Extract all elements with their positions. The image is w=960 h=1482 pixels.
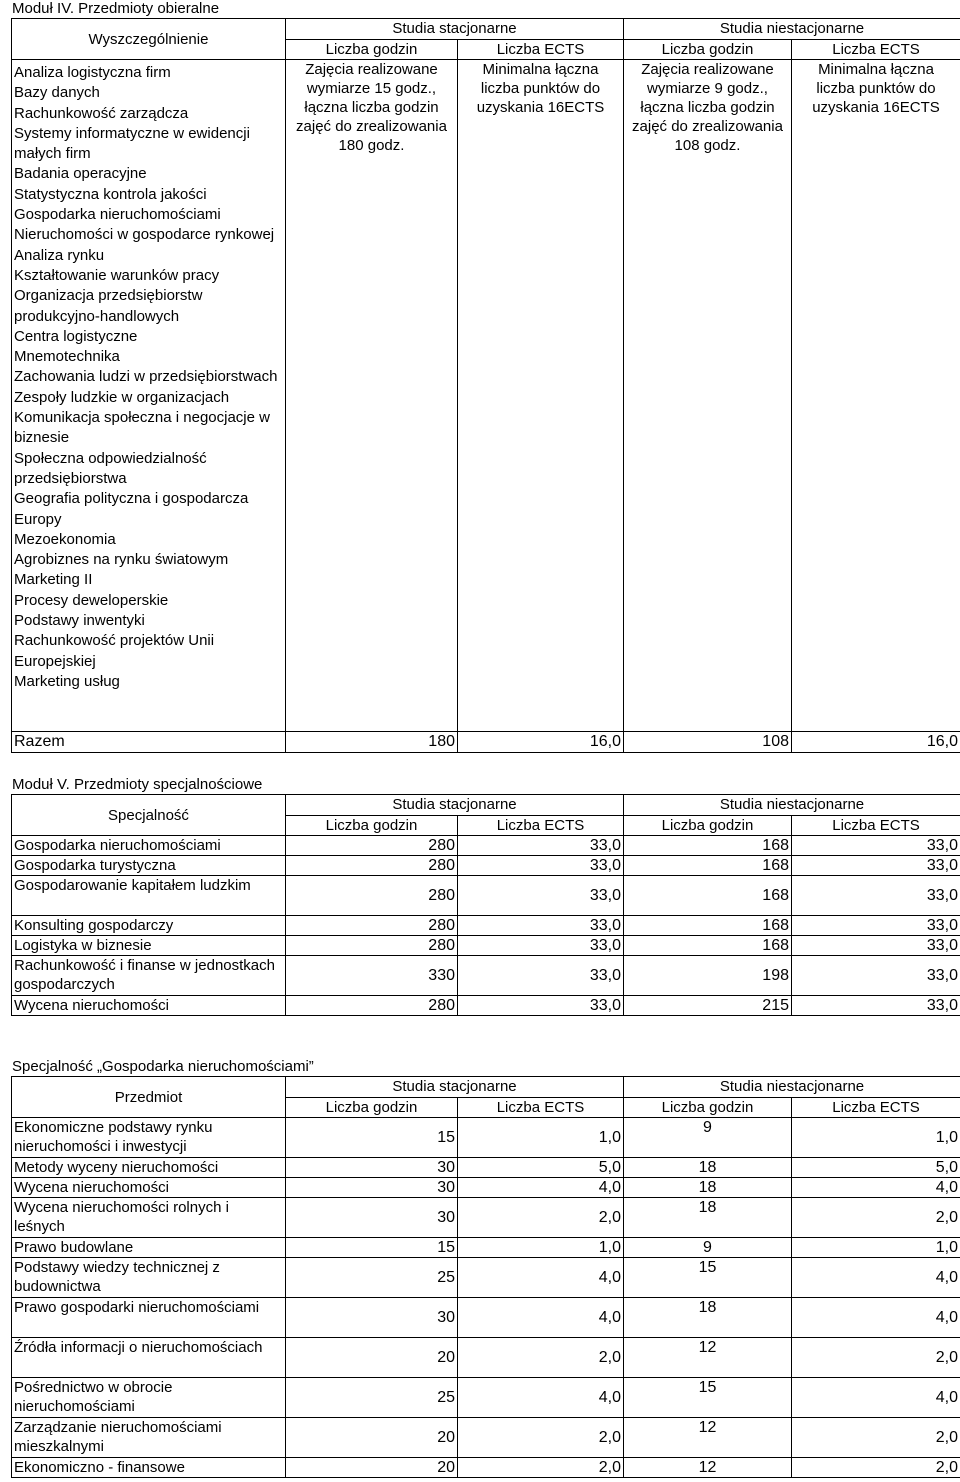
spec-row-full-ects: 4,0: [458, 1258, 624, 1298]
spec-table-row: [12, 1158, 960, 1178]
module5-row-full-ects: 33,0: [458, 836, 624, 856]
spec-row-part-ects: 1,0: [792, 1238, 960, 1258]
module5-row-name: Logistyka w biznesie: [12, 936, 286, 956]
spec-header-label: Przedmiot: [12, 1077, 286, 1118]
spec-row-full-hours: 25: [286, 1378, 458, 1418]
module4-subject: Analiza logistyczna firm: [14, 64, 171, 81]
spec-table-row: [12, 1198, 960, 1238]
module4-note-part-ects: Minimalna łączna liczba punktów do uzyskania 16ECTS: [792, 60, 960, 732]
module4-subject: Analiza rynku: [14, 246, 105, 264]
module5-row-part-ects: 33,0: [792, 916, 960, 936]
module5-row-name: Rachunkowość i finanse w jednostkach gospodarczych: [12, 956, 286, 996]
spec-table-row: [12, 1118, 960, 1158]
spec-row-part-hours: 18: [624, 1298, 792, 1338]
module5-row-full-ects: 33,0: [458, 876, 624, 916]
module5-table-row: [12, 916, 960, 936]
module4-header-label: Wyszczególnienie: [12, 19, 286, 60]
spec-row-full-ects: 4,0: [458, 1298, 624, 1338]
module4-total-row: [12, 732, 960, 753]
module5-row-part-ects: 33,0: [792, 936, 960, 956]
module5-row-part-ects: 33,0: [792, 856, 960, 876]
spec-row-part-hours: 12: [624, 1338, 792, 1378]
module4-note-full-hours: Zajęcia realizowane wymiarze 15 godz., łączna liczba godzin zajęć do zrealizowania 180 godz.: [286, 60, 458, 732]
module4-subject: Bazy danych: [14, 84, 100, 102]
module4-note-part-hours: Zajęcia realizowane wymiarze 9 godz., łączna liczba godzin zajęć do zrealizowania 108 godz.: [624, 60, 792, 732]
spec-table-row: [12, 1338, 960, 1378]
module5-row-full-ects: 33,0: [458, 936, 624, 956]
module4-total-part-ects: 16,0: [792, 732, 960, 753]
module5-table-row: [12, 856, 960, 876]
spec-row-full-hours: 30: [286, 1178, 458, 1198]
spec-row-full-hours: 20: [286, 1338, 458, 1378]
module4-total-full-hours: 180: [286, 732, 458, 753]
spec-row-name: Podstawy wiedzy technicznej z budownictwa: [12, 1258, 286, 1298]
module5-header-part-ects: Liczba ECTS: [792, 816, 960, 836]
module4-header-part-hours: Liczba godzin: [624, 40, 792, 60]
module5-row-name: Gospodarowanie kapitałem ludzkim: [12, 876, 286, 916]
module4-header-part-time: Studia niestacjonarne: [624, 19, 960, 40]
module5-header-part-hours: Liczba godzin: [624, 816, 792, 836]
module4-title: Moduł IV. Przedmioty obieralne: [12, 0, 220, 17]
module5-table-row: [12, 836, 960, 856]
spec-row-part-ects: 5,0: [792, 1158, 960, 1178]
module5-header-full-ects: Liczba ECTS: [458, 816, 624, 836]
module5-row-part-hours: 215: [624, 996, 792, 1016]
module4-subject: Podstawy inwentyki: [14, 612, 145, 630]
module4-total-label: Razem: [12, 732, 286, 753]
module5-header-part-time: Studia niestacjonarne: [624, 795, 960, 816]
spec-row-name: Zarządzanie nieruchomościami mieszkalnymi: [12, 1418, 286, 1458]
module4-header-full-ects: Liczba ECTS: [458, 40, 624, 60]
spec-row-name: Źródła informacji o nieruchomościach: [12, 1338, 286, 1378]
module5-row-part-ects: 33,0: [792, 876, 960, 916]
module4-note-full-ects: Minimalna łączna liczba punktów do uzyskania 16ECTS: [458, 60, 624, 732]
spec-table-row: [12, 1178, 960, 1198]
spec-row-part-hours: 12: [624, 1418, 792, 1458]
spec-row-part-ects: 4,0: [792, 1178, 960, 1198]
module5-row-full-hours: 280: [286, 856, 458, 876]
module5-row-full-hours: 280: [286, 936, 458, 956]
module5-table-row: [12, 876, 960, 916]
spec-row-name: Wycena nieruchomości: [12, 1178, 286, 1198]
module4-subject: Zachowania ludzi w przedsiębiorstwach: [14, 368, 278, 386]
spec-row-name: Ekonomiczno - finansowe: [12, 1458, 286, 1478]
module5-row-part-ects: 33,0: [792, 836, 960, 856]
module4-subject: Marketing usług: [14, 672, 120, 690]
module4-subject: Systemy informatyczne w ewidencji małych firm: [14, 124, 250, 163]
module5-row-part-hours: 168: [624, 936, 792, 956]
module4-subject: Gospodarka nieruchomościami: [14, 206, 221, 224]
module5-table-row: [12, 996, 960, 1016]
spec-table-row: [12, 1378, 960, 1418]
spec-row-full-hours: 30: [286, 1158, 458, 1178]
module4-subject: Geografia polityczna i gospodarcza Europy: [14, 490, 249, 528]
spec-row-part-hours: 9: [624, 1238, 792, 1258]
module5-row-full-hours: 280: [286, 876, 458, 916]
spec-row-full-ects: 2,0: [458, 1458, 624, 1478]
module4-subject: Badania operacyjne: [14, 165, 147, 183]
module5-row-name: Gospodarka turystyczna: [12, 856, 286, 876]
spec-row-full-ects: 4,0: [458, 1378, 624, 1418]
spec-row-name: Prawo gospodarki nieruchomościami: [12, 1298, 286, 1338]
spec-title: Specjalność „Gospodarka nieruchomościami”: [12, 1058, 314, 1075]
module4-total-part-hours: 108: [624, 732, 792, 753]
spec-row-part-ects: 4,0: [792, 1258, 960, 1298]
module5-header-label: Specjalność: [12, 795, 286, 836]
spec-row-part-ects: 2,0: [792, 1198, 960, 1238]
module5-table: [11, 794, 960, 1016]
spec-row-full-ects: 2,0: [458, 1338, 624, 1378]
spec-row-full-hours: 30: [286, 1198, 458, 1238]
module4-subject: Rachunkowość projektów Unii Europejskiej: [14, 632, 215, 670]
module4-subject: Centra logistyczne: [14, 327, 138, 345]
module5-row-part-hours: 168: [624, 856, 792, 876]
module5-row-full-ects: 33,0: [458, 956, 624, 996]
spec-row-part-hours: 18: [624, 1158, 792, 1178]
module5-row-part-hours: 168: [624, 836, 792, 856]
spec-row-part-ects: 4,0: [792, 1298, 960, 1338]
module5-header-full-hours: Liczba godzin: [286, 816, 458, 836]
spec-row-name: Pośrednictwo w obrocie nieruchomościami: [12, 1378, 286, 1418]
module4-header-full-hours: Liczba godzin: [286, 40, 458, 60]
module5-row-part-ects: 33,0: [792, 996, 960, 1016]
spec-row-part-ects: 2,0: [792, 1418, 960, 1458]
spec-header-part-time: Studia niestacjonarne: [624, 1077, 960, 1098]
spec-header-full-time: Studia stacjonarne: [286, 1077, 624, 1098]
module4-subject: Mezoekonomia: [14, 530, 116, 548]
module5-title: Moduł V. Przedmioty specjalnościowe: [12, 776, 263, 793]
spec-row-full-hours: 20: [286, 1458, 458, 1478]
module4-subject-list: [12, 60, 286, 732]
spec-header-full-hours: Liczba godzin: [286, 1098, 458, 1118]
module5-row-full-ects: 33,0: [458, 916, 624, 936]
module4-subject: Społeczna odpowiedzialność przedsiębiorstwa: [14, 449, 207, 487]
spec-row-part-ects: 2,0: [792, 1338, 960, 1378]
spec-row-part-hours: 18: [624, 1178, 792, 1198]
module5-row-name: Gospodarka nieruchomościami: [12, 836, 286, 856]
module5-row-part-hours: 198: [624, 956, 792, 996]
spec-header-part-hours: Liczba godzin: [624, 1098, 792, 1118]
spec-row-name: Ekonomiczne podstawy rynku nieruchomości i inwestycji: [12, 1118, 286, 1158]
spec-header-part-ects: Liczba ECTS: [792, 1098, 960, 1118]
spec-row-full-ects: 5,0: [458, 1158, 624, 1178]
module4-subject: Kształtowanie warunków pracy: [14, 266, 220, 284]
spec-table-row: [12, 1298, 960, 1338]
module4-subject: Komunikacja społeczna i negocjacje w biznesie: [14, 409, 270, 447]
module5-header-full-time: Studia stacjonarne: [286, 795, 624, 816]
module5-row-full-hours: 330: [286, 956, 458, 996]
spec-row-part-ects: 4,0: [792, 1378, 960, 1418]
module5-row-full-ects: 33,0: [458, 856, 624, 876]
module4-total-full-ects: 16,0: [458, 732, 624, 753]
module4-header-full-time: Studia stacjonarne: [286, 19, 624, 40]
spec-row-full-ects: 2,0: [458, 1418, 624, 1458]
spec-row-name: Metody wyceny nieruchomości: [12, 1158, 286, 1178]
spec-row-full-hours: 25: [286, 1258, 458, 1298]
spec-row-full-hours: 15: [286, 1118, 458, 1158]
module5-row-part-ects: 33,0: [792, 956, 960, 996]
module5-row-full-hours: 280: [286, 916, 458, 936]
module4-subject: Organizacja przedsiębiorstw produkcyjno-handlowych: [14, 287, 203, 325]
spec-table: [11, 1076, 960, 1478]
module5-row-full-ects: 33,0: [458, 996, 624, 1016]
spec-row-full-ects: 1,0: [458, 1118, 624, 1158]
spec-row-part-hours: 9: [624, 1118, 792, 1158]
module5-row-full-hours: 280: [286, 836, 458, 856]
spec-row-part-hours: 15: [624, 1258, 792, 1298]
spec-row-full-hours: 30: [286, 1298, 458, 1338]
module4-subject: Nieruchomości w gospodarce rynkowej: [14, 226, 275, 244]
module4-subject: Rachunkowość zarządcza: [14, 104, 189, 122]
spec-row-part-ects: 1,0: [792, 1118, 960, 1158]
spec-row-full-ects: 1,0: [458, 1238, 624, 1258]
module5-row-name: Konsulting gospodarczy: [12, 916, 286, 936]
module5-table-row: [12, 936, 960, 956]
module5-table-row: [12, 956, 960, 996]
module5-row-part-hours: 168: [624, 876, 792, 916]
spec-table-row: [12, 1418, 960, 1458]
module4-header-part-ects: Liczba ECTS: [792, 40, 960, 60]
module4-subject: Zespoły ludzkie w organizacjach: [14, 388, 230, 406]
spec-row-part-hours: 15: [624, 1378, 792, 1418]
spec-row-part-hours: 18: [624, 1198, 792, 1238]
module4-subject: Procesy deweloperskie: [14, 591, 169, 609]
spec-row-part-ects: 2,0: [792, 1458, 960, 1478]
module4-subject: Marketing II: [14, 571, 93, 589]
spec-row-name: Wycena nieruchomości rolnych i leśnych: [12, 1198, 286, 1238]
spec-row-full-ects: 4,0: [458, 1178, 624, 1198]
module5-row-name: Wycena nieruchomości: [12, 996, 286, 1016]
spec-row-full-ects: 2,0: [458, 1198, 624, 1238]
module4-subject: Agrobiznes na rynku światowym: [14, 551, 229, 569]
spec-row-full-hours: 20: [286, 1418, 458, 1458]
spec-table-row: [12, 1238, 960, 1258]
spec-row-full-hours: 15: [286, 1238, 458, 1258]
spec-row-part-hours: 12: [624, 1458, 792, 1478]
module5-row-part-hours: 168: [624, 916, 792, 936]
spec-table-row: [12, 1458, 960, 1478]
module4-subject: Statystyczna kontrola jakości: [14, 185, 207, 203]
spec-row-name: Prawo budowlane: [12, 1238, 286, 1258]
module5-row-full-hours: 280: [286, 996, 458, 1016]
module4-table: [11, 18, 960, 753]
module4-subject: Mnemotechnika: [14, 348, 120, 366]
spec-table-row: [12, 1258, 960, 1298]
spec-header-full-ects: Liczba ECTS: [458, 1098, 624, 1118]
